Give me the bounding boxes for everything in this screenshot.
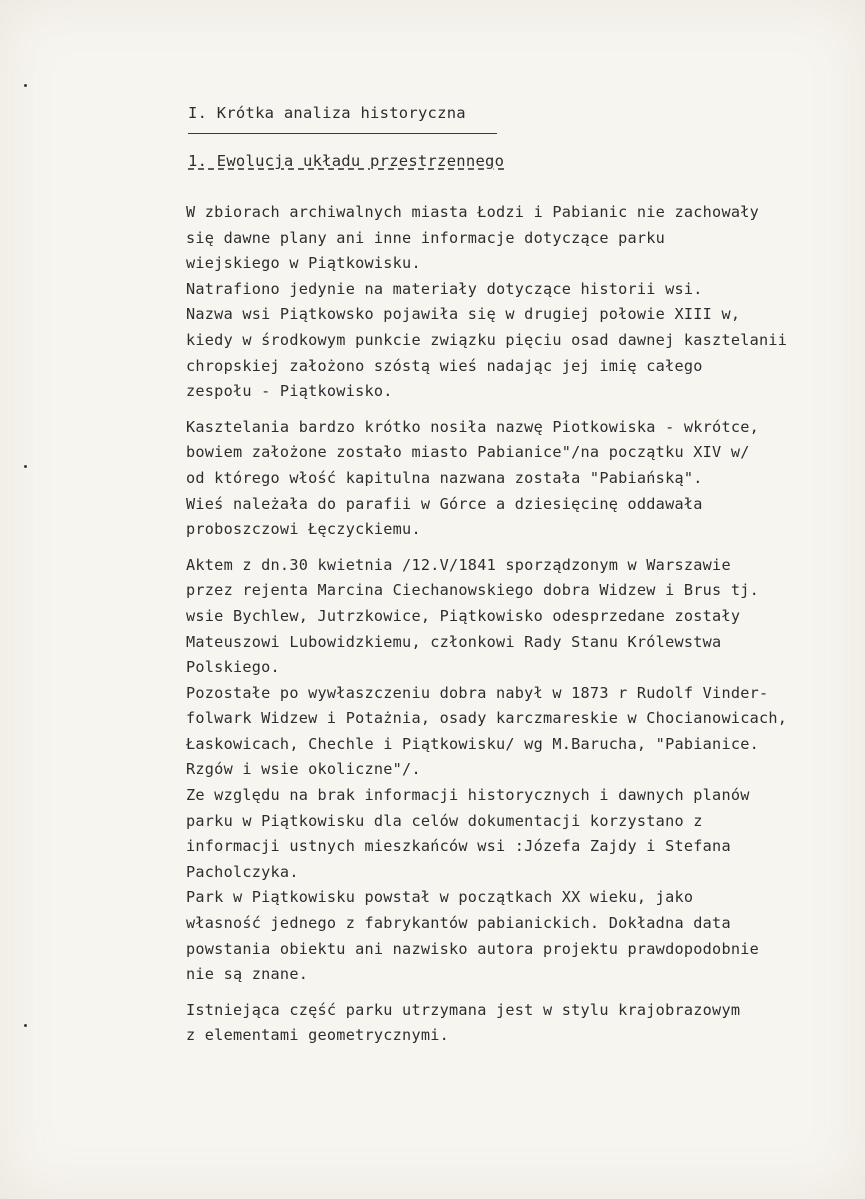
text-line: przez rejenta Marcina Ciechanowskiego dobra Widzew i Brus tj. (186, 581, 760, 600)
title-underline (188, 133, 497, 134)
section-title: I. Krótka analiza historyczna (188, 104, 466, 122)
text-line: Kasztelania bardzo krótko nosiła nazwę Piotkowiska - wkrótce, (186, 417, 760, 436)
text-line: zespołu - Piątkowisko. (186, 382, 393, 401)
text-line: Nazwa wsi Piątkowsko pojawiła się w drugiej połowie XIII w, (186, 305, 741, 324)
text-line: Rzgów i wsie okoliczne"/. (186, 760, 421, 779)
text-line: bowiem założone zostało miasto Pabianice"/na początku XIV w/ (186, 443, 750, 462)
paragraph (186, 200, 865, 405)
text-line: własność jednego z fabrykantów pabianickich. Dokładna data (186, 914, 731, 933)
text-line: folwark Widzew i Potażnia, osady karczmareskie w Chocianowicach, (186, 709, 788, 728)
subsection-title: 1. Ewolucja układu przestrzennego (188, 152, 505, 170)
text-line: Mateuszowi Lubowidzkiemu, członkowi Rady Stanu Królewstwa (186, 632, 722, 651)
paragraph (186, 415, 865, 543)
text-line: Wieś należała do parafii w Górce a dziesięcinę oddawała (186, 494, 703, 513)
text-line: Pacholczyka. (186, 862, 299, 881)
text-line: Łaskowicach, Chechle i Piątkowisku/ wg M.Barucha, "Pabianice. (186, 734, 760, 753)
margin-punch-mark (24, 1024, 27, 1027)
text-line: z elementami geometrycznymi. (186, 1026, 450, 1045)
paragraph (186, 998, 865, 1049)
text-line: W zbiorach archiwalnych miasta Łodzi i Pabianic nie zachowały (186, 203, 760, 221)
text-line: kiedy w środkowym punkcie związku pięciu osad dawnej kasztelanii (186, 330, 788, 349)
text-line: Istniejąca część parku utrzymana jest w stylu krajobrazowym (186, 1000, 741, 1019)
text-line: parku w Piątkowisku dla celów dokumentacji korzystano z (186, 811, 703, 830)
text-line: się dawne plany ani inne informacje dotyczące parku (186, 228, 666, 247)
margin-punch-mark (24, 84, 27, 87)
text-line: Ze względu na brak informacji historycznych i dawnych planów (186, 786, 750, 805)
text-line: Pozostałe po wywłaszczeniu dobra nabył w 1873 r Rudolf Vinder- (186, 683, 769, 702)
document-body (186, 200, 865, 1059)
text-line: chropskiej założono szóstą wieś nadając jej imię całego (186, 356, 703, 375)
text-line: od którego włość kapitulna nazwana została "Pabiańską". (186, 468, 703, 487)
text-line: wiejskiego w Piątkowisku. (186, 254, 421, 273)
text-line: Natrafiono jedynie na materiały dotyczące historii wsi. (186, 279, 703, 298)
margin-punch-mark (24, 465, 27, 468)
text-line: proboszczowi Łęczyckiemu. (186, 520, 421, 539)
text-line: informacji ustnych mieszkańców wsi :Józefa Zajdy i Stefana (186, 837, 731, 856)
text-line: wsie Bychlew, Jutrzkowice, Piątkowisko odesprzedane zostały (186, 606, 741, 625)
text-line: nie są znane. (186, 965, 309, 984)
text-line: powstania obiektu ani nazwisko autora projektu prawdopodobnie (186, 939, 760, 958)
text-line: Aktem z dn.30 kwietnia /12.V/1841 sporządzonym w Warszawie (186, 555, 731, 574)
text-line: Polskiego. (186, 658, 280, 677)
text-line: Park w Piątkowisku powstał w początkach XX wieku, jako (186, 888, 694, 907)
paragraph (186, 553, 865, 988)
